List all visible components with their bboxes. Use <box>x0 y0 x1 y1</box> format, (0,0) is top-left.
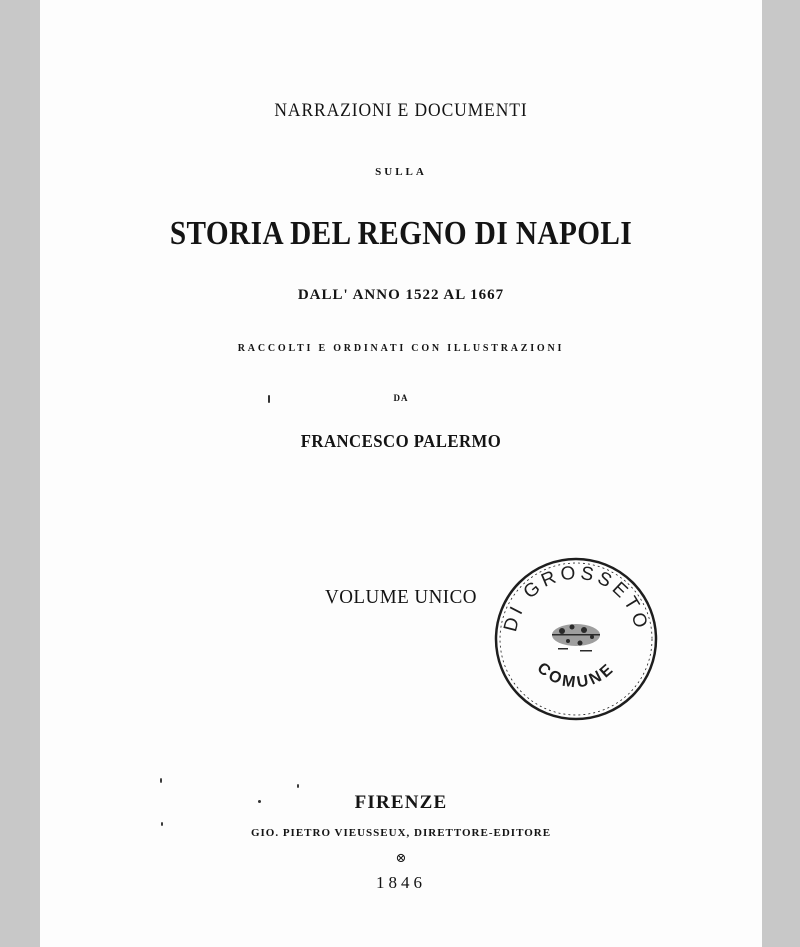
series-title: NARRAZIONI E DOCUMENTI <box>274 100 528 121</box>
library-stamp <box>492 555 660 723</box>
stamp-text-bottom: COMUNE <box>533 659 619 692</box>
print-speck <box>160 778 162 783</box>
title-page <box>40 0 762 947</box>
publisher-line: GIO. PIETRO VIEUSSEUX, DIRETTORE-EDITORE <box>250 827 552 839</box>
date-range: DALL' ANNO 1522 AL 1667 <box>297 287 505 303</box>
print-speck <box>161 822 163 826</box>
volume-label: VOLUME UNICO <box>325 586 477 608</box>
svg-text:DI GROSSETO <box>500 562 652 633</box>
stamp-text-top: DI GROSSETO <box>500 562 652 634</box>
svg-text:COMUNE <box>534 660 619 692</box>
print-speck <box>268 395 270 403</box>
author-name: FRANCESCO PALERMO <box>300 431 502 451</box>
ornament-icon: ⊗ <box>395 850 407 865</box>
collected-line: RACCOLTI E ORDINATI CON ILLUSTRAZIONI <box>237 343 565 354</box>
stamp-emblem-icon <box>552 624 600 652</box>
print-speck <box>258 800 261 803</box>
publication-city: FIRENZE <box>354 792 448 813</box>
by-line: DA <box>393 393 409 403</box>
publication-year: 1846 <box>376 873 426 892</box>
main-title: STORIA DEL REGNO DI NAPOLI <box>169 215 633 252</box>
print-speck <box>297 784 299 788</box>
preposition-sulla: SULLA <box>375 166 427 178</box>
